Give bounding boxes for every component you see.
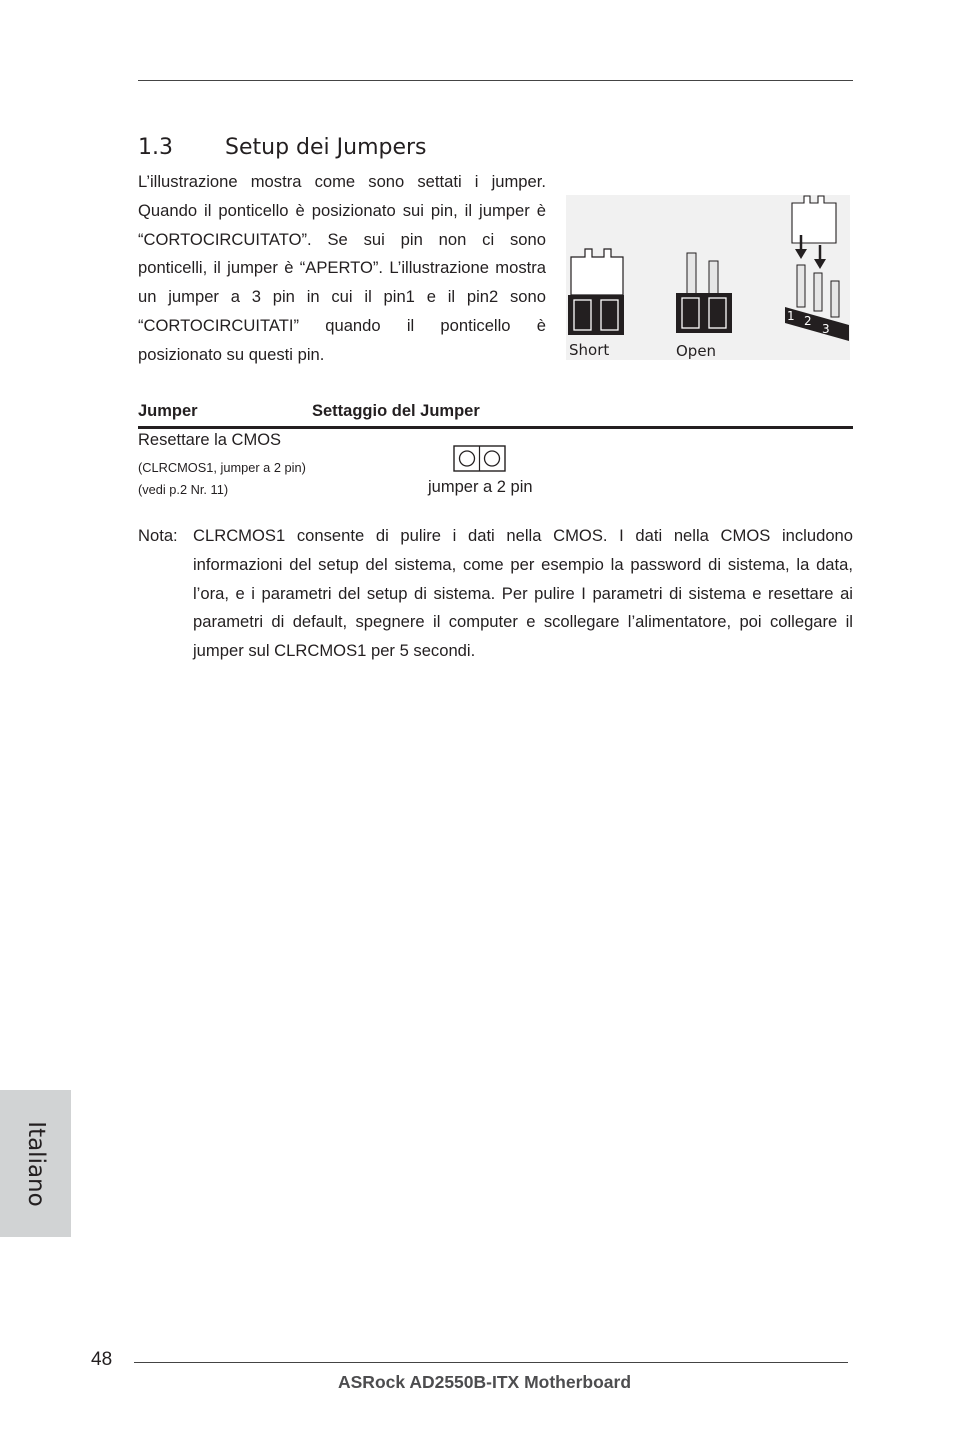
note-text: CLRCMOS1 consente di pulire i dati nella CMOS. I dati nella CMOS includono informazioni del setup del sistema, come per esempio la password di sistema, la data, l’ora, e i parametri del setup di sistema. Per pulire I parametri di sistema e resettare ai parametri di default, spegnere il computer e scollegare l’alimentatore, poi collegare il jumper sul CLRCMOS1 per 5 secondi.	[193, 526, 853, 661]
table-header-setting: Settaggio del Jumper	[312, 402, 480, 420]
two-pin-jumper-icon	[453, 445, 506, 472]
table-header-rule	[138, 426, 853, 429]
language-label: Italiano	[22, 1120, 49, 1207]
pin-number-1: 1	[787, 309, 795, 323]
table-header-jumper: Jumper	[138, 402, 198, 420]
intro-paragraph: L’illustrazione mostra come sono settati i jumper. Quando il ponticello è posizionato sui pin, il jumper è “CORTOCIRCUITATO”. Se sui pin non ci sono ponticelli, il jumper è “APERTO”. L’illustrazione mostra un jumper a 3 pin in cui il pin1 e il pin2 sono “CORTOCIRCUITATI” quando il ponticello è posizionato su questi pin.	[138, 172, 546, 364]
pin-number-2: 2	[804, 314, 812, 328]
jumper-setting-caption: jumper a 2 pin	[428, 478, 533, 496]
row-jumper-name: Resettare la CMOS	[138, 431, 282, 449]
table-header	[138, 402, 853, 421]
note-block	[138, 522, 853, 666]
section-title: Setup dei Jumpers	[225, 135, 427, 160]
short-label: Short	[569, 341, 610, 359]
language-side-tab	[0, 1090, 71, 1237]
note-label: Nota:	[138, 526, 178, 545]
three-pin-jumper-graphic	[785, 196, 849, 341]
row-jumper-reference: (vedi p.2 Nr. 11)	[138, 482, 229, 497]
page-number: 48	[91, 1349, 113, 1370]
jumper-illustration	[566, 195, 850, 360]
pin-number-3: 3	[822, 322, 830, 336]
short-jumper-graphic	[568, 249, 624, 335]
top-rule	[138, 80, 853, 81]
section-heading	[138, 135, 427, 160]
footer-product-name: ASRock AD2550B-ITX Motherboard	[338, 1372, 632, 1392]
row-jumper-detail: (CLRCMOS1, jumper a 2 pin)	[138, 460, 306, 475]
open-label: Open	[676, 342, 717, 360]
open-jumper-graphic	[676, 253, 732, 333]
section-number: 1.3	[138, 135, 173, 160]
footer-rule	[134, 1362, 848, 1363]
